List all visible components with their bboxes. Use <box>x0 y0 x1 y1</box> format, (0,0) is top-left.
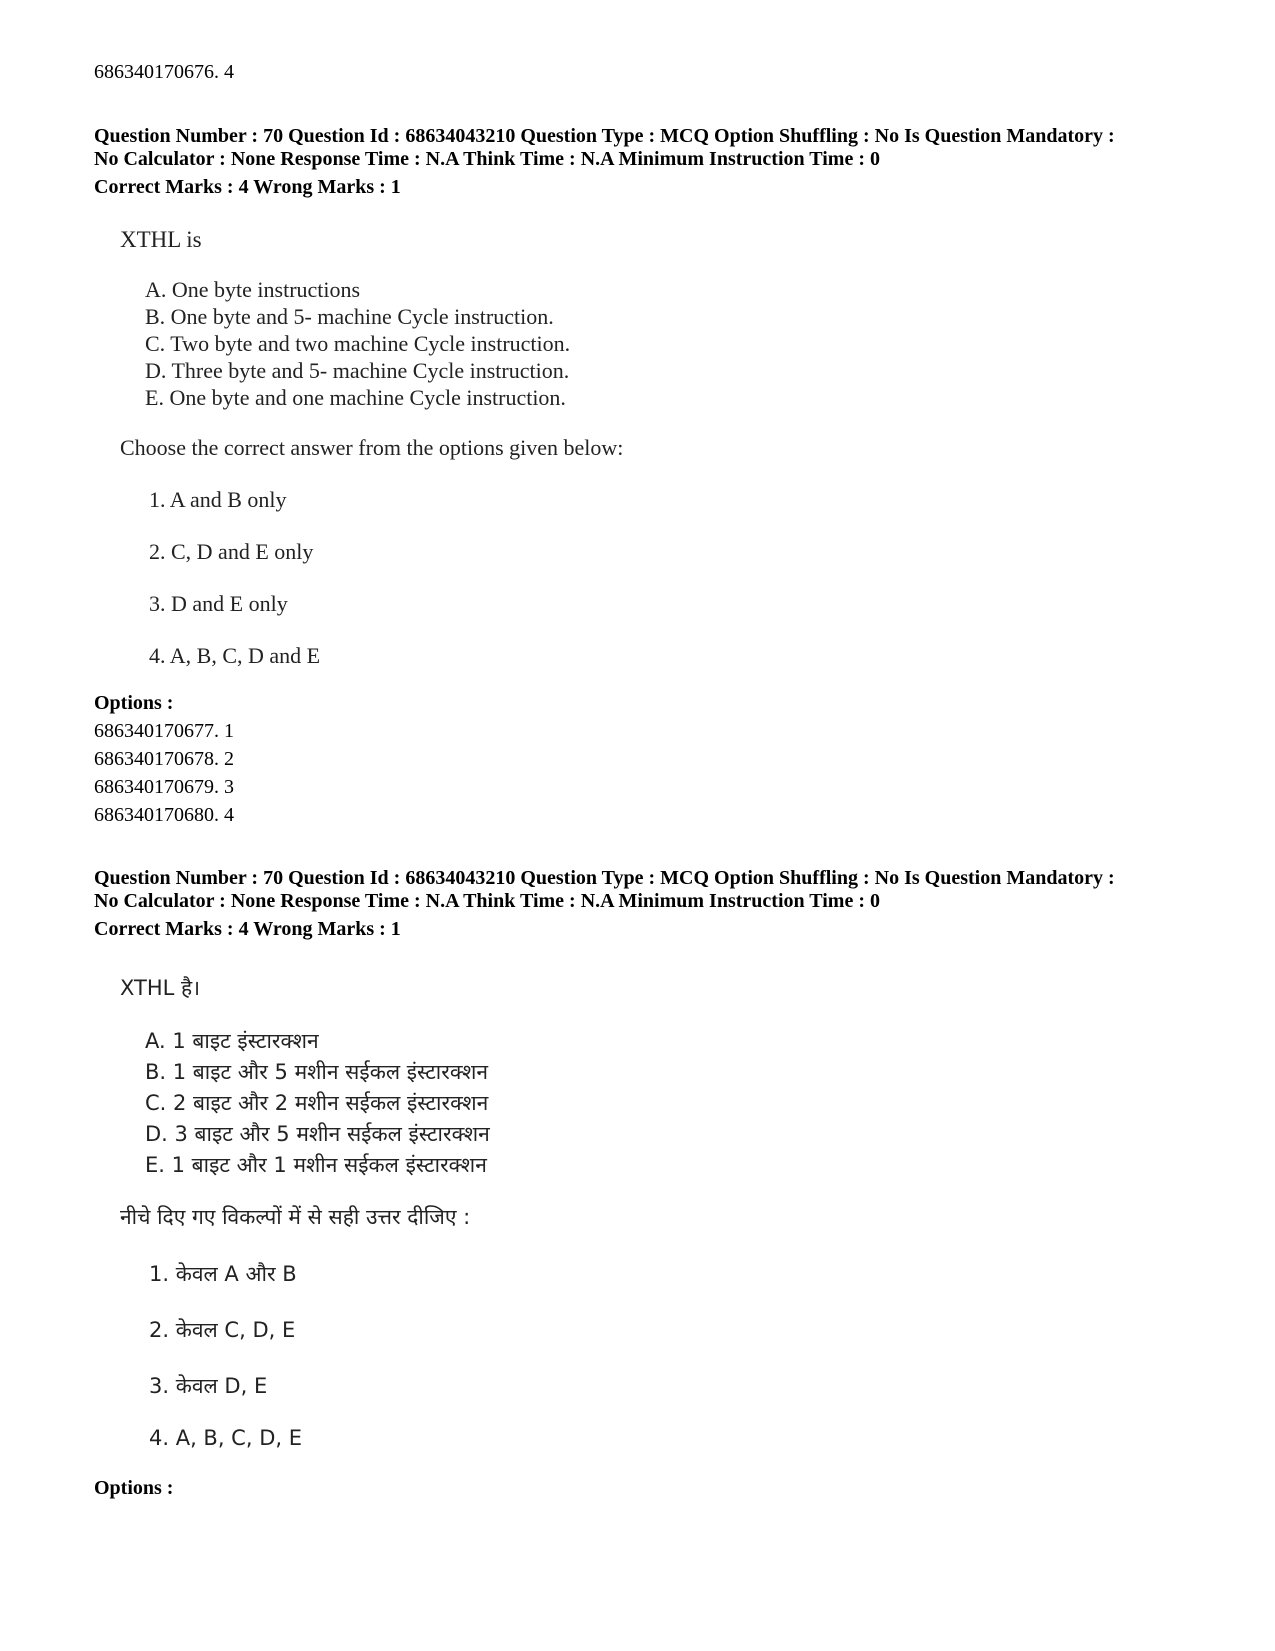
q2-marks-line: Correct Marks : 4 Wrong Marks : 1 <box>94 918 401 940</box>
q1-meta-line-2: No Calculator : None Response Time : N.A Think Time : N.A Minimum Instruction Time : 0 <box>94 148 880 170</box>
q1-choose-prompt: Choose the correct answer from the options given below: <box>120 435 624 460</box>
q2-statement-b: B. 1 बाइट और 5 मशीन सईकल इंस्टारक्शन <box>145 1060 489 1084</box>
q2-answer-4: 4. A, B, C, D, E <box>149 1426 302 1450</box>
previous-option-line: 686340170676. 4 <box>94 61 234 83</box>
q1-statement-a: A. One byte instructions <box>145 277 361 302</box>
q1-answer-2: 2. C, D and E only <box>149 539 314 564</box>
q1-statement-c: C. Two byte and two machine Cycle instruction. <box>145 331 571 356</box>
q1-answer-4: 4. A, B, C, D and E <box>149 643 321 668</box>
q1-option-3: 686340170679. 3 <box>94 776 234 798</box>
q2-answer-1: 1. केवल A और B <box>149 1262 297 1286</box>
q2-meta-line-2: No Calculator : None Response Time : N.A Think Time : N.A Minimum Instruction Time : 0 <box>94 890 880 912</box>
q2-choose-prompt: नीचे दिए गए विकल्पों में से सही उत्तर दीजिए : <box>120 1205 471 1229</box>
q2-options-label: Options : <box>94 1477 174 1499</box>
q1-meta-line-1: Question Number : 70 Question Id : 68634043210 Question Type : MCQ Option Shuffling : No Is Question Mandatory : <box>94 125 1115 147</box>
q1-statement-d: D. Three byte and 5- machine Cycle instruction. <box>145 358 570 383</box>
q2-meta-line-1: Question Number : 70 Question Id : 68634043210 Question Type : MCQ Option Shuffling : No Is Question Mandatory : <box>94 867 1115 889</box>
q2-statement-d: D. 3 बाइट और 5 मशीन सईकल इंस्टारक्शन <box>145 1122 490 1146</box>
q1-statement-b: B. One byte and 5- machine Cycle instruction. <box>145 304 554 329</box>
q1-answer-3: 3. D and E only <box>149 591 288 616</box>
q1-answer-1: 1. A and B only <box>149 487 287 512</box>
q1-options-label: Options : <box>94 692 174 714</box>
q2-answer-3: 3. केवल D, E <box>149 1374 268 1398</box>
q1-option-4: 686340170680. 4 <box>94 804 234 826</box>
q2-question-title: XTHL है। <box>120 976 201 1000</box>
q1-option-1: 686340170677. 1 <box>94 720 234 742</box>
q1-question-title: XTHL is <box>120 227 202 252</box>
q2-statement-e: E. 1 बाइट और 1 मशीन सईकल इंस्टारक्शन <box>145 1153 487 1177</box>
q1-statement-e: E. One byte and one machine Cycle instruction. <box>145 385 566 410</box>
q1-marks-line: Correct Marks : 4 Wrong Marks : 1 <box>94 176 401 198</box>
q2-statement-a: A. 1 बाइट इंस्टारक्शन <box>145 1029 319 1053</box>
q2-statement-c: C. 2 बाइट और 2 मशीन सईकल इंस्टारक्शन <box>145 1091 489 1115</box>
q2-answer-2: 2. केवल C, D, E <box>149 1318 296 1342</box>
q1-option-2: 686340170678. 2 <box>94 748 234 770</box>
